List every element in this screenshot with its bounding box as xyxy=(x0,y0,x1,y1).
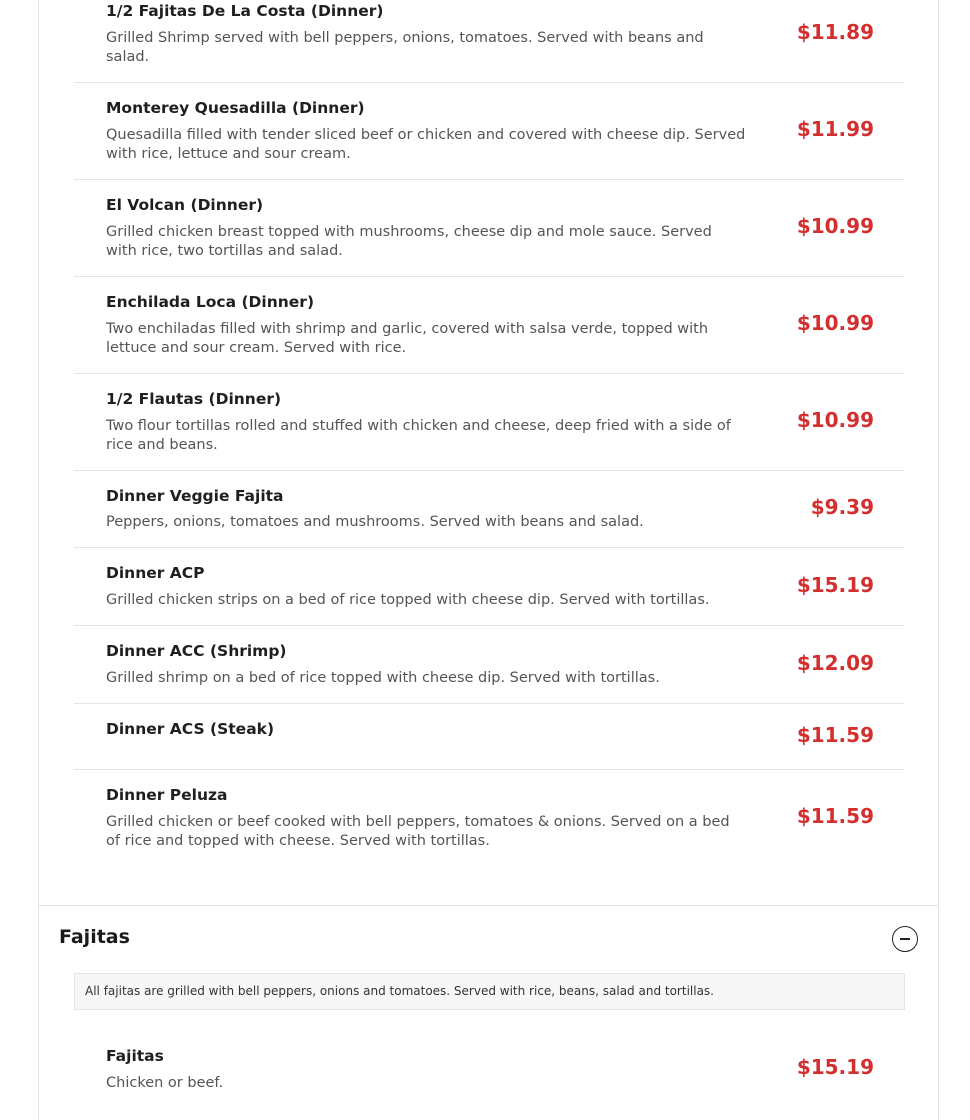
item-description: Two enchiladas filled with shrimp and garlic, covered with salsa verde, topped with lettuce and sour cream. Served with rice. xyxy=(106,321,709,356)
menu-item[interactable] xyxy=(74,0,904,83)
item-description: Grilled chicken or beef cooked with bell peppers, tomatoes & onions. Served on a bed of rice and topped with cheese. Served with tortillas. xyxy=(106,814,730,849)
menu-item[interactable] xyxy=(74,548,904,626)
item-description: Peppers, onions, tomatoes and mushrooms. Served with beans and salad. xyxy=(106,514,644,530)
item-name: El Volcan (Dinner) xyxy=(106,196,264,214)
item-description: Grilled shrimp on a bed of rice topped with cheese dip. Served with tortillas. xyxy=(106,670,660,686)
menu-item[interactable] xyxy=(74,83,904,180)
item-price: $11.59 xyxy=(796,723,874,747)
menu-item[interactable] xyxy=(74,1031,904,1111)
menu-item[interactable] xyxy=(74,277,904,374)
item-price: $11.99 xyxy=(796,117,874,141)
item-name: 1/2 Flautas (Dinner) xyxy=(106,390,282,408)
menu-item[interactable] xyxy=(74,704,904,770)
item-price: $12.09 xyxy=(796,651,874,675)
item-price: $11.89 xyxy=(796,20,874,44)
menu-item[interactable] xyxy=(74,180,904,277)
item-name: Fajitas xyxy=(106,1047,164,1065)
item-description: Grilled Shrimp served with bell peppers, onions, tomatoes. Served with beans and salad. xyxy=(106,30,704,65)
item-name: Dinner ACP xyxy=(106,564,205,582)
item-description: Grilled chicken strips on a bed of rice topped with cheese dip. Served with tortillas. xyxy=(106,592,710,608)
item-description: Grilled chicken breast topped with mushrooms, cheese dip and mole sauce. Served with rice, two tortillas and salad. xyxy=(106,224,712,259)
section-note: All fajitas are grilled with bell peppers, onions and tomatoes. Served with rice, beans, salad and tortillas. xyxy=(74,973,905,1010)
item-description: Two flour tortillas rolled and stuffed with chicken and cheese, deep fried with a side of rice and beans. xyxy=(106,418,731,453)
menu-item[interactable] xyxy=(74,770,904,880)
minus-circle-icon[interactable] xyxy=(892,926,918,952)
item-price: $10.99 xyxy=(796,311,874,335)
item-name: Dinner ACC (Shrimp) xyxy=(106,642,287,660)
minus-bar xyxy=(900,938,910,940)
item-price: $10.99 xyxy=(796,408,874,432)
item-name: Dinner ACS (Steak) xyxy=(106,720,275,738)
item-price: $15.19 xyxy=(796,1055,874,1079)
item-description: Chicken or beef. xyxy=(106,1075,224,1091)
item-price: $11.59 xyxy=(796,804,874,828)
item-name: Monterey Quesadilla (Dinner) xyxy=(106,99,365,117)
item-name: Enchilada Loca (Dinner) xyxy=(106,293,315,311)
menu-item[interactable] xyxy=(74,471,904,548)
menu-item[interactable] xyxy=(74,626,904,704)
menu-item[interactable] xyxy=(74,374,904,471)
item-name: Dinner Veggie Fajita xyxy=(106,487,284,505)
section-title[interactable]: Fajitas xyxy=(59,926,130,948)
item-name: 1/2 Fajitas De La Costa (Dinner) xyxy=(106,2,384,20)
item-name: Dinner Peluza xyxy=(106,786,228,804)
item-price: $15.19 xyxy=(796,573,874,597)
section-divider xyxy=(39,905,939,906)
item-price: $9.39 xyxy=(810,495,874,519)
item-price: $10.99 xyxy=(796,214,874,238)
item-description: Quesadilla filled with tender sliced beef or chicken and covered with cheese dip. Served with rice, lettuce and sour cream. xyxy=(106,127,746,162)
